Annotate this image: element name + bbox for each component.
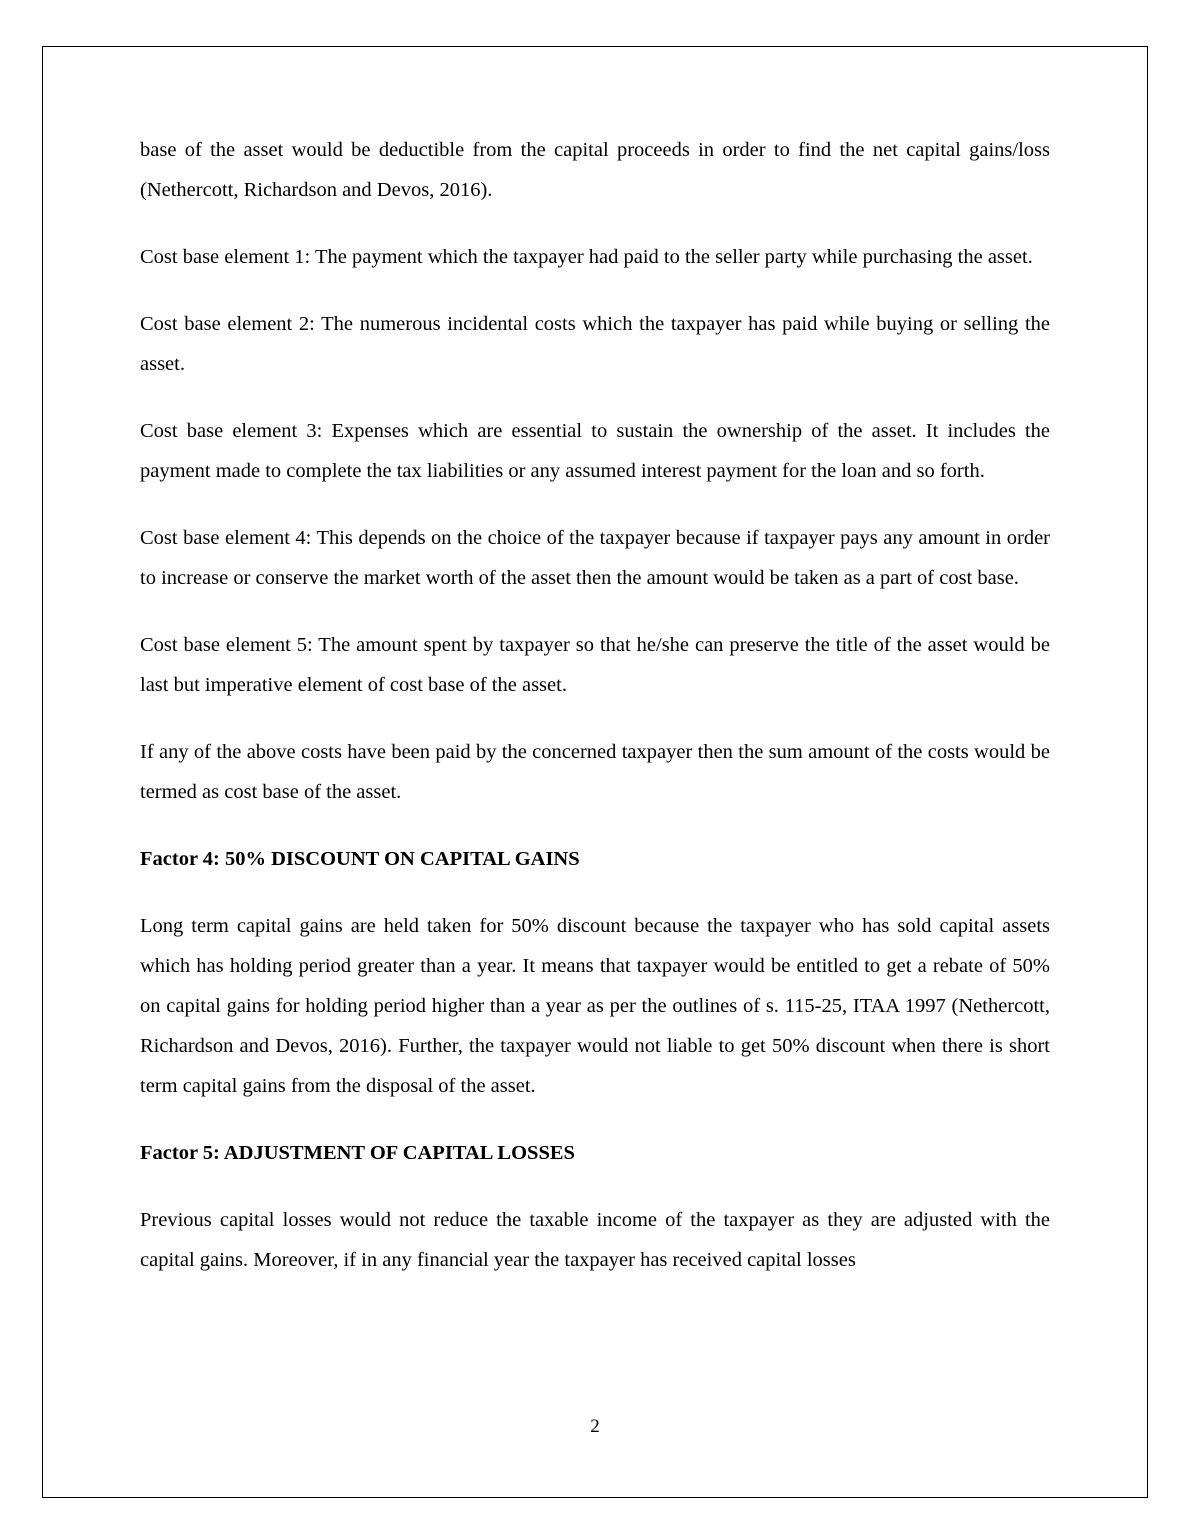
section-heading-factor-5: Factor 5: ADJUSTMENT OF CAPITAL LOSSES (140, 1142, 575, 1164)
paragraph: Cost base element 4: This depends on the choice of the taxpayer because if taxpayer pays any amount in order to increase or conserve the market worth of the asset then the amount would be taken as a part of cost base. (140, 527, 1050, 589)
paragraph: Cost base element 1: The payment which the taxpayer had paid to the seller party while purchasing the asset. (140, 246, 1033, 268)
document-body (140, 130, 1050, 1280)
paragraph: Cost base element 3: Expenses which are essential to sustain the ownership of the asset. It includes the payment made to complete the tax liabilities or any assumed interest payment for the loan and so forth. (140, 420, 1050, 482)
page-number: 2 (590, 1416, 600, 1437)
paragraph: base of the asset would be deductible from the capital proceeds in order to find the net capital gains/loss (Nethercott, Richardson and Devos, 2016). (140, 139, 1050, 201)
paragraph: Previous capital losses would not reduce the taxable income of the taxpayer as they are adjusted with the capital gains. Moreover, if in any financial year the taxpayer has received capital losses (140, 1209, 1050, 1271)
section-heading-factor-4: Factor 4: 50% DISCOUNT ON CAPITAL GAINS (140, 848, 580, 870)
paragraph: Cost base element 5: The amount spent by taxpayer so that he/she can preserve the title of the asset would be last but imperative element of cost base of the asset. (140, 634, 1050, 696)
paragraph: Cost base element 2: The numerous incidental costs which the taxpayer has paid while buying or selling the asset. (140, 313, 1050, 375)
paragraph: If any of the above costs have been paid by the concerned taxpayer then the sum amount of the costs would be termed as cost base of the asset. (140, 741, 1050, 803)
paragraph: Long term capital gains are held taken for 50% discount because the taxpayer who has sold capital assets which has holding period greater than a year. It means that taxpayer would be entitled to get a rebate of 50% on capital gains for holding period higher than a year as per the outlines of s. 115-25, ITAA 1997 (Nethercott, Richardson and Devos, 2016). Further, the taxpayer would not liable to get 50% discount when there is short term capital gains from the disposal of the asset. (140, 915, 1050, 1097)
